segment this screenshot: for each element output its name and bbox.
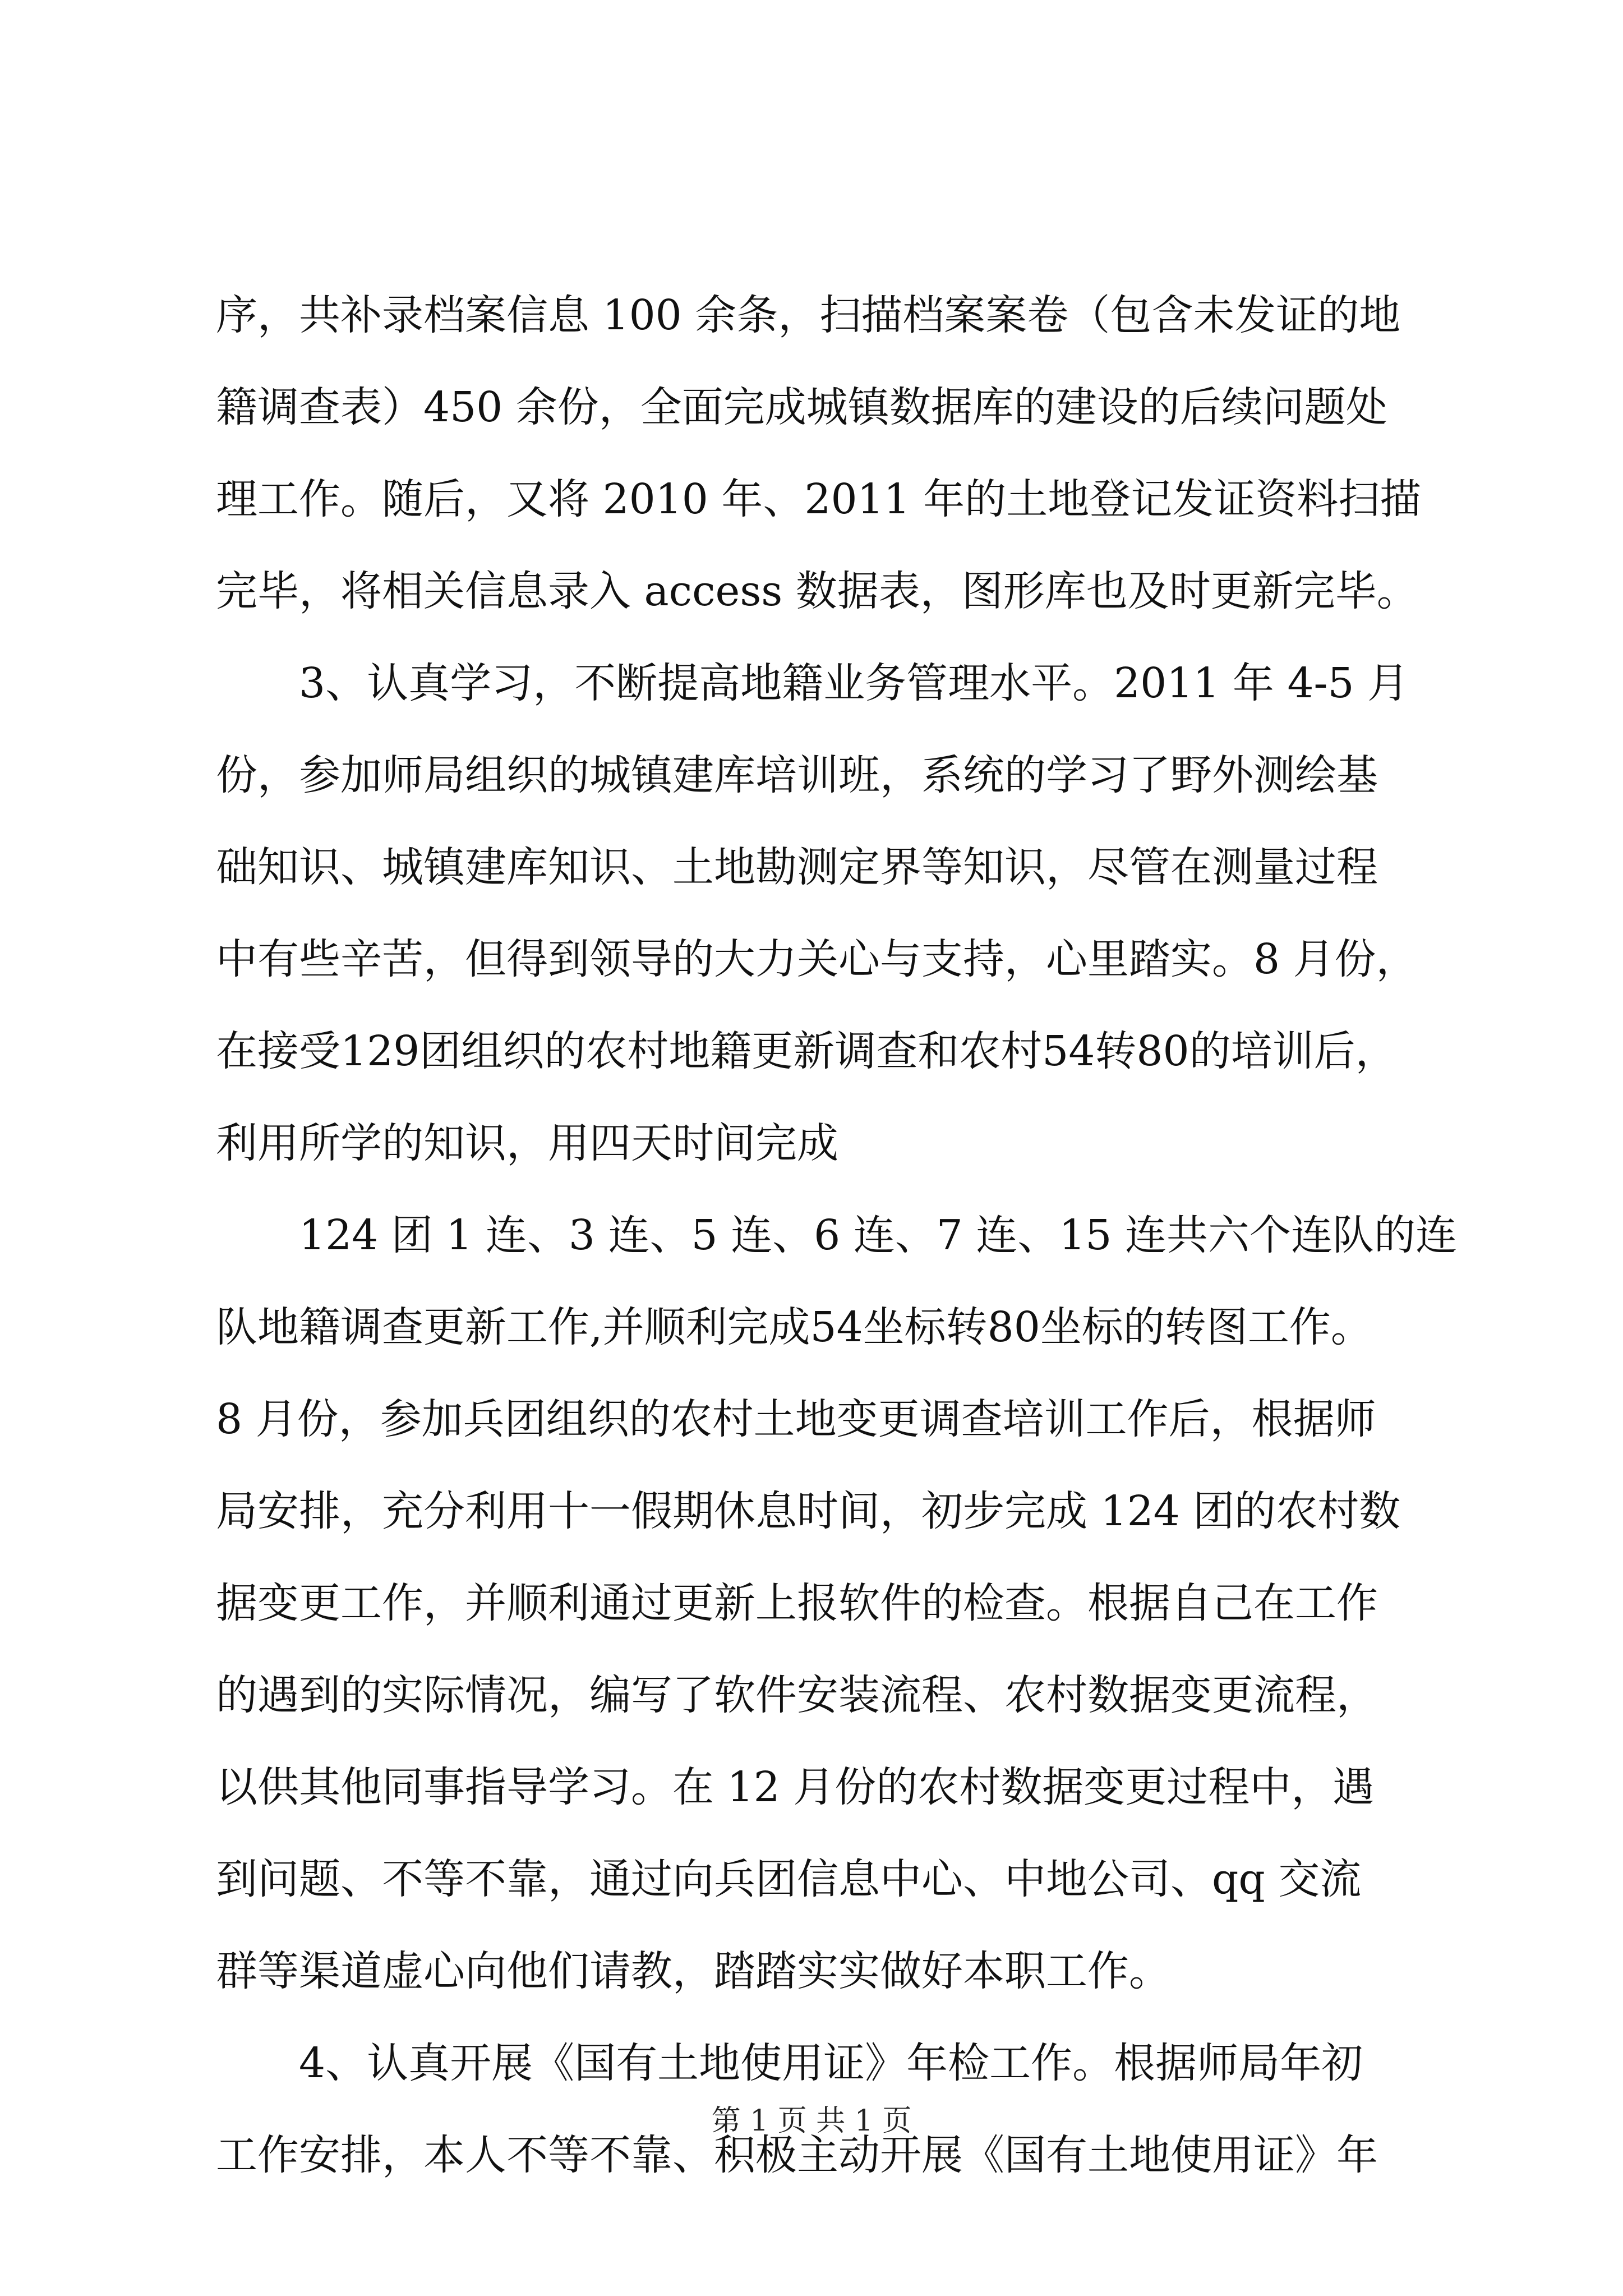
text-line: 完毕，将相关信息录入 access 数据表，图形库也及时更新完毕。	[216, 567, 1418, 615]
text-line: 3、认真学习，不断提高地籍业务管理水平。2011 年 4-5 月	[299, 659, 1409, 707]
text-line: 籍调查表）450 余份，全面完成城镇数据库的建设的后续问题处	[216, 383, 1387, 431]
text-line: 利用所学的知识，用四天时间完成	[216, 1119, 838, 1167]
page-footer	[0, 2106, 1623, 2136]
text-line: 4、认真开展《国有土地使用证》年检工作。根据师局年初	[299, 2039, 1363, 2087]
text-line: 工作安排，本人不等不靠、积极主动开展《国有土地使用证》年	[216, 2131, 1378, 2179]
text-line: 局安排，充分利用十一假期休息时间，初步完成 124 团的农村数	[216, 1487, 1401, 1535]
page-number-label: 第 1 页 共 1 页	[711, 2104, 912, 2138]
text-line: 群等渠道虚心向他们请教，踏踏实实做好本职工作。	[216, 1947, 1170, 1995]
text-line: 到问题、不等不靠，通过向兵团信息中心、中地公司、qq 交流	[216, 1855, 1362, 1903]
text-line: 序，共补录档案信息 100 余条，扫描档案案卷（包含未发证的地	[216, 291, 1401, 339]
text-line: 据变更工作，并顺利通过更新上报软件的检查。根据自己在工作	[216, 1579, 1378, 1627]
text-line: 理工作。随后，又将 2010 年、2011 年的土地登记发证资料扫描	[216, 475, 1422, 523]
text-line: 124 团 1 连、3 连、5 连、6 连、7 连、15 连共六个连队的连	[299, 1211, 1457, 1259]
text-line: 础知识、城镇建库知识、土地勘测定界等知识，尽管在测量过程	[216, 843, 1378, 891]
text-line: 8 月份，参加兵团组织的农村土地变更调查培训工作后，根据师	[216, 1395, 1376, 1443]
text-line: 在接受129团组织的农村地籍更新调查和农村54转80的培训后，	[216, 1027, 1397, 1075]
text-line: 的遇到的实际情况，编写了软件安装流程、农村数据变更流程，	[216, 1671, 1378, 1719]
text-line: 中有些辛苦，但得到领导的大力关心与支持，心里踏实。8 月份，	[216, 935, 1418, 983]
text-line: 以供其他同事指导学习。在 12 月份的农村数据变更过程中，遇	[216, 1763, 1375, 1811]
text-line: 队地籍调查更新工作,并顺利完成54坐标转80坐标的转图工作。	[216, 1303, 1372, 1351]
text-line: 份，参加师局组织的城镇建库培训班，系统的学习了野外测绘基	[216, 751, 1378, 799]
